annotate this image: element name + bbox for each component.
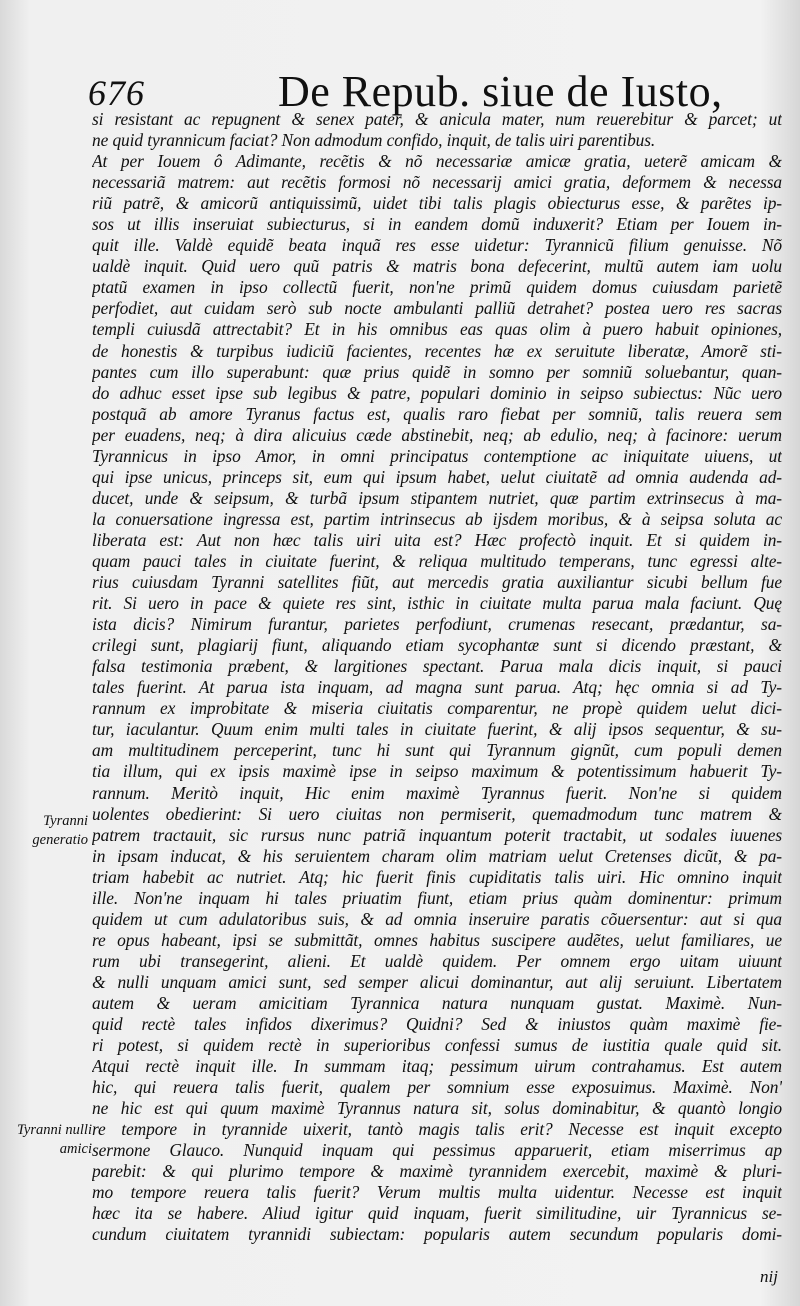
bleed-through-marginal — [2, 292, 36, 305]
text-line: falsa testimonia præbent, & largitiones spectant. Parua mala dicis inquit, si pauci — [92, 656, 782, 677]
marginal-note-tyranni-generatio — [18, 812, 88, 850]
text-line: templi cuiusdã attrectabit? Et in his omnibus eas quas olim à puero habuit opiniones, — [92, 319, 782, 340]
text-line: per euadens, neq; à dira alicuius cæde abstinebit, neq; ab edulio, neq; à facinore: uerum — [92, 424, 782, 445]
marginal-line: amici — [59, 1141, 92, 1157]
text-line: Atqui rectè inquit ille. In summam itaq; pessimum uirum contrahamus. Est autem — [92, 1056, 782, 1077]
text-line: ne quid tyrannicum faciat? Non admodum confido, inquit, de talis uiri parentibus. — [92, 130, 656, 151]
text-line: hæc ita se habere. Aliud igitur quid inquam, fuerit similitudine, uir Tyrannicus se- — [92, 1203, 782, 1224]
text-line: necessariã matrem: aut recẽtis formosi nõ necessarij amici gratia, deformem & necessa — [92, 172, 782, 193]
text-line: ille. Non'ne inquam hi tales priuatim fiunt, etiam prius quàm dominentur: primum — [92, 887, 782, 908]
text-line: hic, qui reuera talis fuerit, qualem per somnium esse exposuimus. Maximè. Non' — [92, 1077, 782, 1098]
text-line: riũ patrẽ, & amicorũ antiquissimũ, uidet tibi talis plagis obiecturus esse, & parẽtes ip- — [92, 193, 782, 214]
text-line: de honestis & turpibus iudiciũ facientes, recentes hæ ex seruitute liberatæ, Amorẽ sti- — [92, 340, 782, 361]
text-line: cundum ciuitatem tyrannidi subiectam: popularis autem secundum popularis domi- — [92, 1224, 782, 1245]
text-line: sermone Glauco. Nunquid inquam qui pessimus apparuerit, etiam miserrimus ap — [92, 1140, 782, 1161]
text-line: sos ut illis inseruiat subiecturus, si in eandem domũ induxerit? Etiam per Iouem in- — [92, 214, 782, 235]
text-line: uolentes obedierint: Si uero ciuitas non permiserit, quemadmodum tunc matrem & — [92, 803, 782, 824]
text-line: quit ille. Valdè equidẽ beata inquã res esse uidetur: Tyrannicũ filium genuisse. Nõ — [92, 235, 782, 256]
text-line: rum ubi transegerint, alieni. Et ualdè quidem. Per omnem ergo uitam uiuunt — [92, 950, 782, 971]
text-line: At per Iouem ô Adimante, recẽtis & nõ necessariæ amicæ gratia, ueterẽ amicam & — [92, 151, 782, 172]
text-line: qui ipse unicus, princeps sit, eum qui ipsum habet, uelut ciuitatẽ ad omnia audenda ad- — [92, 466, 782, 487]
text-line: & nulli unquam amici sunt, sed semper alicui dominantur, aut alij seruiunt. Libertatem — [92, 971, 782, 992]
text-line: re opus habeant, ipsi se submittãt, omnes habitus suscipere audẽtes, uelut familiares, ue — [92, 929, 782, 950]
text-line: crilegi sunt, plagiarij fiunt, aliquando etiam sycophantæ sunt si dicendo præstant, & — [92, 635, 782, 656]
text-line: rannum. Meritò inquit, Hic enim maximè Tyrannus fuerit. Non'ne si quidem — [92, 782, 782, 803]
text-line: re tempore in tyrannide uixerit, tantò magis talis erit? Necesse est inquit excepto — [92, 1119, 782, 1140]
page-number: 676 — [88, 73, 145, 113]
text-line: patrem tractauit, sic rursus nunc patriã inquantum poterit tractabit, ut sodales iuuenes — [92, 824, 782, 845]
text-line: am multitudinem perceperint, tunc hi sunt qui Tyrannum gignũt, cum populi demen — [92, 740, 782, 761]
text-line: quam pauci tales in ciuitate fuerint, & reliqua multitudo temperans, tunc egressi alte- — [92, 550, 782, 571]
text-line: tia illum, qui ex ipsis maximè ipse in seipso maximum & potentissimum habuerit Ty- — [92, 761, 782, 782]
text-line: la conuersatione ingressa est, partim intrinsecus ab ijsdem moribus, & à seipsa soluta ac — [92, 508, 782, 529]
marginal-line: Tyranni — [43, 813, 88, 829]
text-line: rit. Si uero in pace & quiete res sint, isthic in ciuitate multa parua mala faciunt. Quę — [92, 593, 782, 614]
marginal-note-tyranni-nulli-amici — [6, 1121, 92, 1159]
text-line: perfodiet, aut cuidam serò sub nocte ambulanti palliũ detrahet? postea uero res sacras — [92, 298, 782, 319]
text-line: Tyrannicus in ipso Amor, in omni principatus contemptione ac iniquitate uiuens, ut — [92, 445, 782, 466]
text-line: quidem ut cum adulatoribus suis, & ad omnia inseruire paratis cõuersentur: aut si qua — [92, 908, 782, 929]
text-line: mo tempore reuera talis fuerit? Verum multis multa uidentur. Necesse est inquit — [92, 1182, 782, 1203]
text-line: ducet, unde & seipsum, & turbã ipsum stipantem nutriet, quæ partim extrinsecus à ma- — [92, 487, 782, 508]
text-line: triam habebit ac nutriet. Atq; hic fuerit finis cupiditatis talis uiri. Hic omnino inquit — [92, 866, 782, 887]
catchword: nij — [760, 1267, 778, 1286]
text-line: ne hic est qui quum maximè Tyrannus natura sit, solus dominabitur, & quantò longio — [92, 1098, 782, 1119]
text-line: ri potest, si quidem rectè in superioribus confessi sumus de iustitia quale quid sit. — [92, 1035, 782, 1056]
marginal-line: Tyranni nulli — [16, 1122, 92, 1138]
text-line: tur, iaculantur. Quum enim multi tales in ciuitate fuerint, & alij ipsos sequentur, & su- — [92, 719, 782, 740]
text-line: do adhuc esset ipse sub legibus & patre, populari dominio in seipso subiectus: Nũc uero — [92, 382, 782, 403]
text-line: postquã ab amore Tyranus factus est, qualis raro fiebat per somniũ, talis reuera sem — [92, 403, 782, 424]
text-line: rannum ex improbitate & miseria ciuitatis comparentur, ne propè quidem uelut dici- — [92, 698, 782, 719]
text-line: tales fuerint. At parua ista inquam, ad magna sunt parua. Atq; hęc omnia si ad Ty- — [92, 677, 782, 698]
text-line: rius cuiusdam Tyranni satellites fiũt, aut mercedis gratia auxiliantur sicubi bellum fue — [92, 572, 782, 593]
text-line: autem & ueram amicitiam Tyrannica natura nunquam gustat. Maximè. Nun- — [92, 992, 782, 1013]
text-line: liberata est: Aut non hæc talis uiri uita est? Hæc profectò inquit. Et si quidem in- — [92, 529, 782, 550]
text-line: parebit: & qui plurimo tempore & maximè tyrannidem exercebit, maximè & pluri- — [92, 1161, 782, 1182]
text-line: ista dicis? Nimirum furantur, parietes perfodiunt, crumenas resecant, prædantur, sa- — [92, 614, 782, 635]
text-line: ualdè inquit. Quid uero quũ patris & matris bona defecerint, multũ autem iam uolu — [92, 256, 782, 277]
text-line: in ipsam inducat, & his seruientem charam olim matriam uelut Cretenses dicũt, & pa- — [92, 845, 782, 866]
text-line: quid rectè tales infidos dixerimus? Quidni? Sed & iniustos quàm maximè fie- — [92, 1014, 782, 1035]
text-line: ptatũ examen in ipso collectũ fuerit, non'ne primũ quidem domus cuiusdam parietẽ — [92, 277, 782, 298]
marginal-line: generatio — [32, 832, 88, 848]
running-title: De Repub. siue de Iusto, — [278, 67, 723, 116]
text-line: si resistant ac repugnent & senex pater, & anicula mater, num reuerebitur & parcet; ut — [92, 109, 782, 129]
text-line: pantes cum illo superabunt: quæ prius quidẽ in somno per somniũ soluebantur, quan- — [92, 361, 782, 382]
body-text — [92, 109, 782, 1246]
